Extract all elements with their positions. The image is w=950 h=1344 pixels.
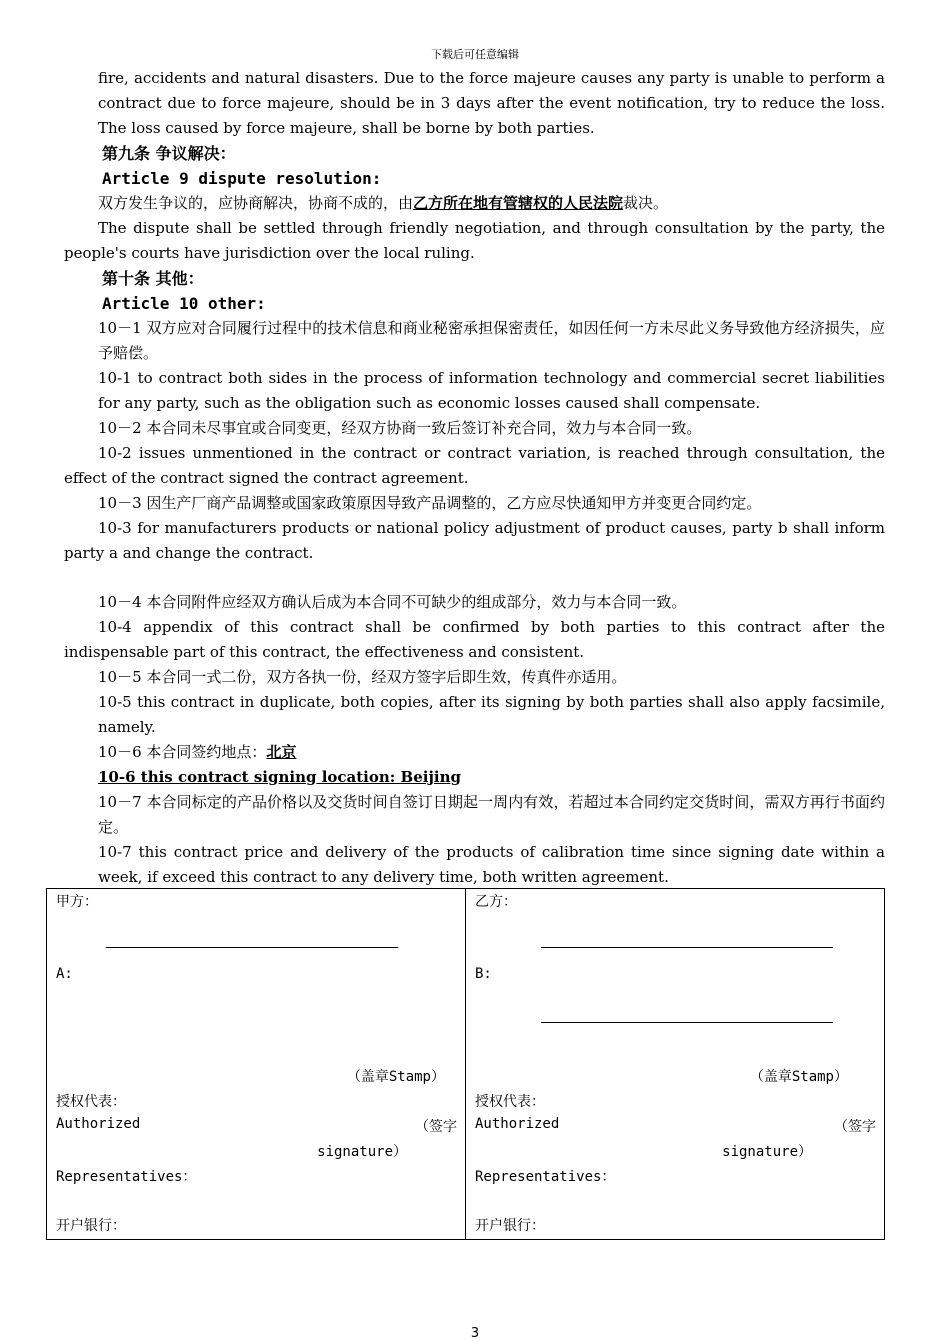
clause-10-6-cn (64, 740, 885, 765)
article-9-cn-pre: 双方发生争议的，应协商解决，协商不成的，由 (98, 194, 414, 212)
page-header: 下载后可任意编辑 (431, 48, 519, 61)
party-a-auth-cn: 授权代表： (56, 1094, 126, 1110)
party-b-auth-cn: 授权代表： (475, 1094, 545, 1110)
clause-10-6-en (64, 765, 885, 790)
clause-10-3-en: 10-3 for manufacturers products or national policy adjustment of product causes, party b shall inform party a and change the contract. (64, 519, 885, 562)
signature-table (46, 888, 885, 1240)
clause-10-7-en: 10-7 this contract price and delivery of the products of calibration time since signing date within a week, if exceed this contract to any delivery time, both written agreement. (98, 843, 885, 886)
clause-10-6-cn-pre: 10－6 本合同签约地点： (98, 743, 267, 761)
party-a-stamp-label: （盖章Stamp） (346, 1069, 445, 1085)
article-10-title-cn: 第十条 其他： (102, 269, 204, 288)
party-b-cell (466, 889, 885, 1240)
blank-line (64, 566, 885, 590)
clause-10-7-cn: 10－7 本合同标定的产品价格以及交货时间自签订日期起一周内有效，若超过本合同约定交货时间，需双方再行书面约定。 (98, 793, 885, 836)
clause-10-2-en: 10-2 issues unmentioned in the contract or contract variation, is reached through consultation, the effect of the contract signed the contract agreement. (64, 444, 885, 487)
party-a-en-label: A: (56, 966, 73, 982)
clause-10-3-cn: 10－3 因生产厂商产品调整或国家政策原因导致产品调整的，乙方应尽快通知甲方并变更合同约定。 (98, 494, 762, 512)
party-b-second-line[interactable] (541, 1022, 833, 1023)
clause-10-1-cn: 10－1 双方应对合同履行过程中的技术信息和商业秘密承担保密责任，如因任何一方未尽此义务导致他方经济损失，应予赔偿。 (98, 319, 885, 362)
article-9-court: 乙方所在地有管辖权的人民法院 (413, 194, 624, 212)
party-b-auth-en: Authorized (475, 1116, 560, 1132)
clause-10-2-cn: 10－2 本合同未尽事宜或合同变更，经双方协商一致后签订补充合同，效力与本合同一致。 (98, 419, 702, 437)
party-b-cn-label: 乙方： (475, 894, 517, 910)
article-9-cn (64, 191, 885, 216)
party-b-sign-open: （签字 (834, 1119, 876, 1135)
party-a-sign-close: signature） (317, 1144, 407, 1160)
article-9-title-cn: 第九条 争议解决： (102, 144, 236, 163)
clause-10-5-en: 10-5 this contract in duplicate, both copies, after its signing by both parties shall also apply facsimile, namely. (98, 693, 885, 736)
article-9-cn-post: 裁决。 (623, 194, 669, 212)
party-a-cell (47, 889, 466, 1240)
party-b-en-label: B: (475, 966, 492, 982)
article-9-title-en: Article 9 dispute resolution: (102, 169, 382, 188)
clause-10-4-en: 10-4 appendix of this contract shall be confirmed by both parties to this contract after the indispensable part of this contract, the effectiveness and consistent. (64, 618, 885, 661)
page-number: 3 (470, 1326, 480, 1341)
clause-10-5-cn: 10－5 本合同一式二份，双方各执一份，经双方签字后即生效，传真件亦适用。 (98, 668, 627, 686)
force-majeure-paragraph: fire, accidents and natural disasters. Due to the force majeure causes any party is unable to perform a contract due to force majeure, should be in 3 days after the event notification, try to reduce the loss. The loss caused by force majeure, shall be borne by both parties. (98, 69, 885, 137)
clause-10-6-en-text: 10-6 this contract signing location: Beijing (98, 768, 461, 786)
party-b-sign-close: signature） (722, 1144, 812, 1160)
party-b-name-line[interactable] (541, 947, 833, 948)
party-b-representatives: Representatives： (475, 1169, 616, 1185)
clause-10-1-en: 10-1 to contract both sides in the process of information technology and commercial secret liabilities for any party, such as the obligation such as economic losses caused shall compensate. (98, 369, 885, 412)
article-10-title-en: Article 10 other: (102, 294, 266, 313)
party-a-cn-label: 甲方： (56, 894, 98, 910)
party-a-representatives: Representatives： (56, 1169, 197, 1185)
party-b-bank: 开户银行： (475, 1218, 545, 1234)
party-a-name-line[interactable] (106, 947, 398, 948)
party-a-auth-en: Authorized (56, 1116, 141, 1132)
party-a-bank: 开户银行： (56, 1218, 126, 1234)
document-body (64, 66, 885, 890)
article-9-en: The dispute shall be settled through friendly negotiation, and through consultation by the party, the people's courts have jurisdiction over the local ruling. (64, 219, 885, 262)
party-a-sign-open: （签字 (415, 1119, 457, 1135)
clause-10-4-cn: 10－4 本合同附件应经双方确认后成为本合同不可缺少的组成部分，效力与本合同一致。 (98, 593, 687, 611)
party-b-stamp-label: （盖章Stamp） (749, 1069, 848, 1085)
signing-place: 北京 (266, 743, 297, 761)
